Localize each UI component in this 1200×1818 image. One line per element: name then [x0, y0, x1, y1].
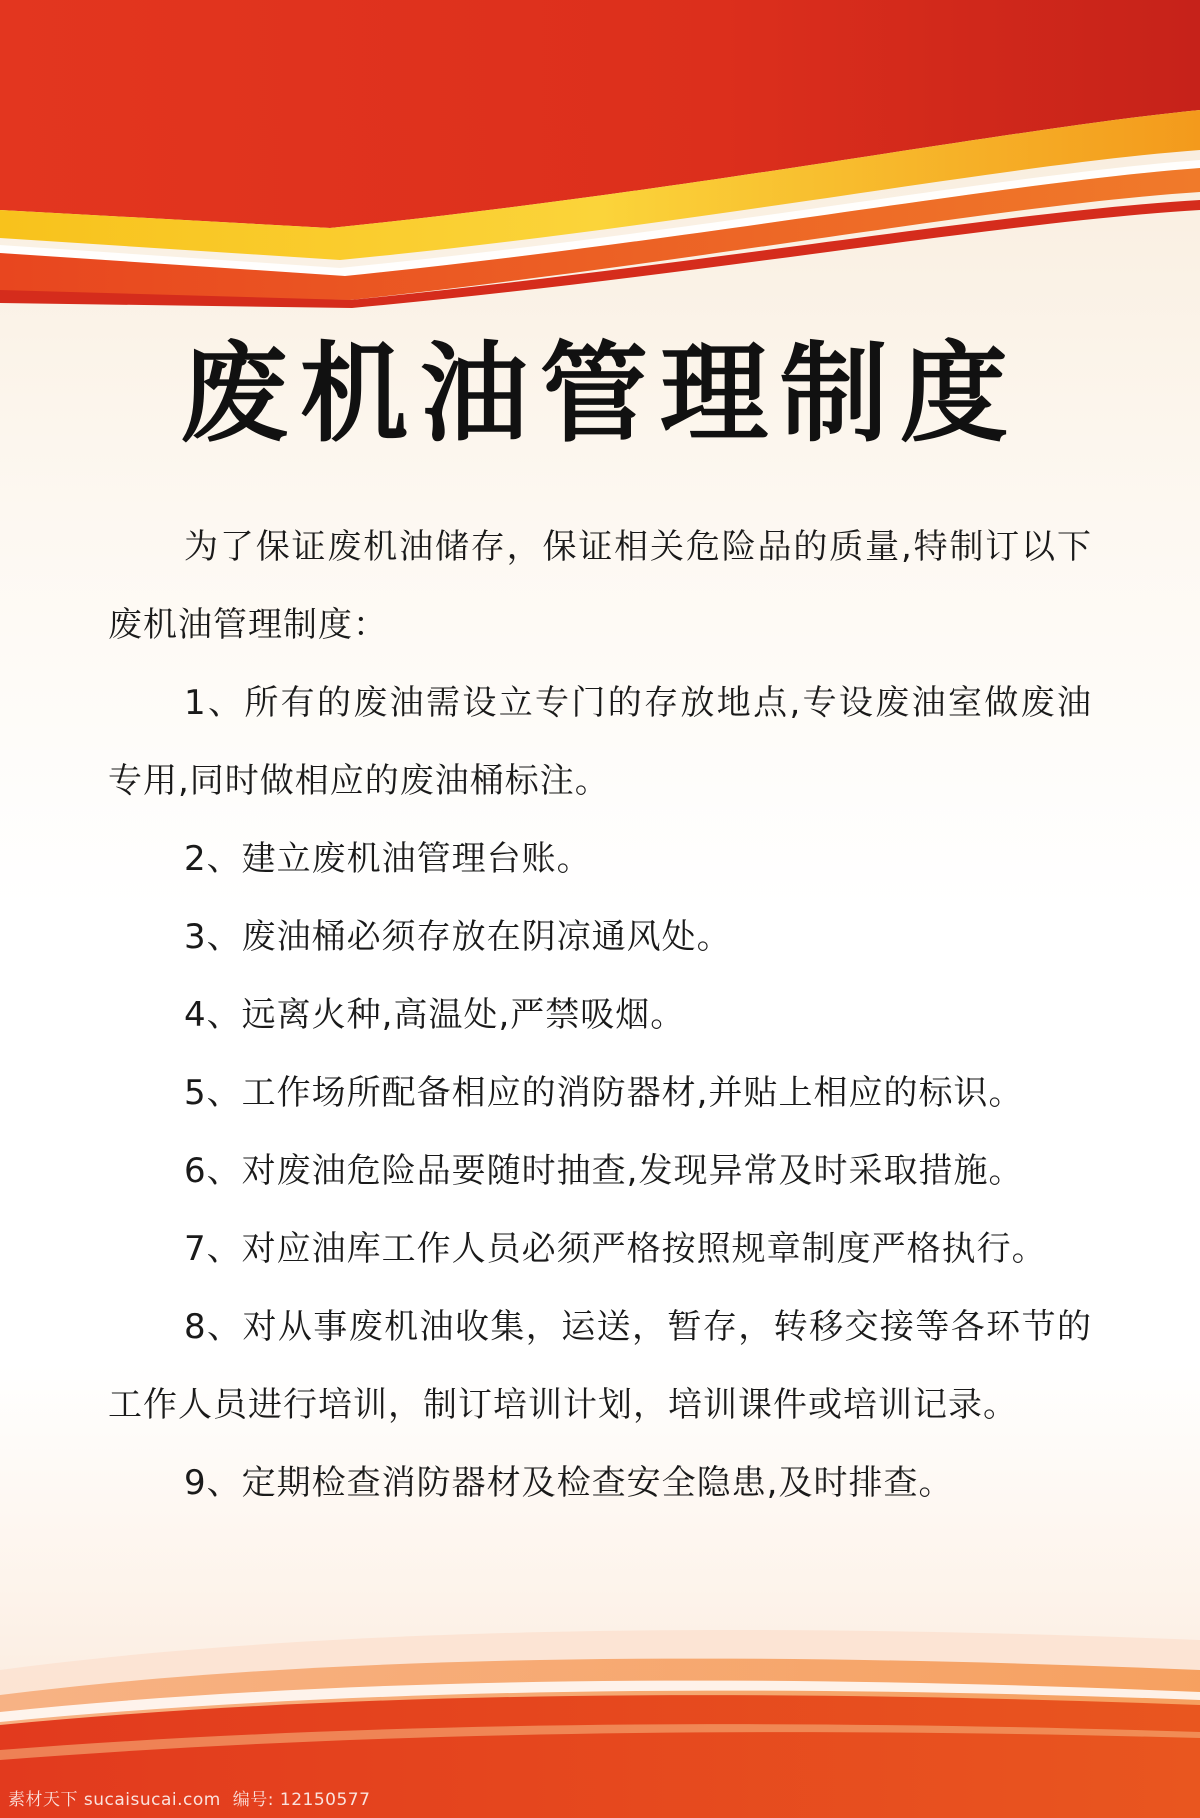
watermark-id: 编号: 12150577 — [232, 1790, 371, 1810]
page-title: 废机油管理制度 — [179, 332, 1020, 457]
watermark — [8, 1785, 376, 1810]
list-item: 4、远离火种,高温处,严禁吸烟。 — [184, 995, 686, 1035]
list-item: 2、建立废机油管理台账。 — [184, 839, 592, 879]
regulation-body — [108, 508, 1092, 1522]
list-item: 8、对从事废机油收集，运送，暂存，转移交接等各环节的工作人员进行培训，制订培训计划，培训课件或培训记录。 — [108, 1307, 1092, 1425]
intro-paragraph: 为了保证废机油储存，保证相关危险品的质量,特制订以下废机油管理制度： — [108, 527, 1092, 645]
list-item: 7、对应油库工作人员必须严格按照规章制度严格执行。 — [184, 1229, 1047, 1269]
list-item: 6、对废油危险品要随时抽查,发现异常及时采取措施。 — [184, 1151, 1024, 1191]
list-item: 1、所有的废油需设立专门的存放地点,专设废油室做废油专用,同时做相应的废油桶标注。 — [108, 683, 1092, 801]
top-decorative-banner — [0, 0, 1200, 320]
list-item: 3、废油桶必须存放在阴凉通风处。 — [184, 917, 732, 957]
watermark-site: 素材天下 sucaisucai.com — [8, 1790, 221, 1810]
list-item: 9、定期检查消防器材及检查安全隐患,及时排查。 — [184, 1463, 954, 1503]
list-item: 5、工作场所配备相应的消防器材,并贴上相应的标识。 — [184, 1073, 1024, 1113]
